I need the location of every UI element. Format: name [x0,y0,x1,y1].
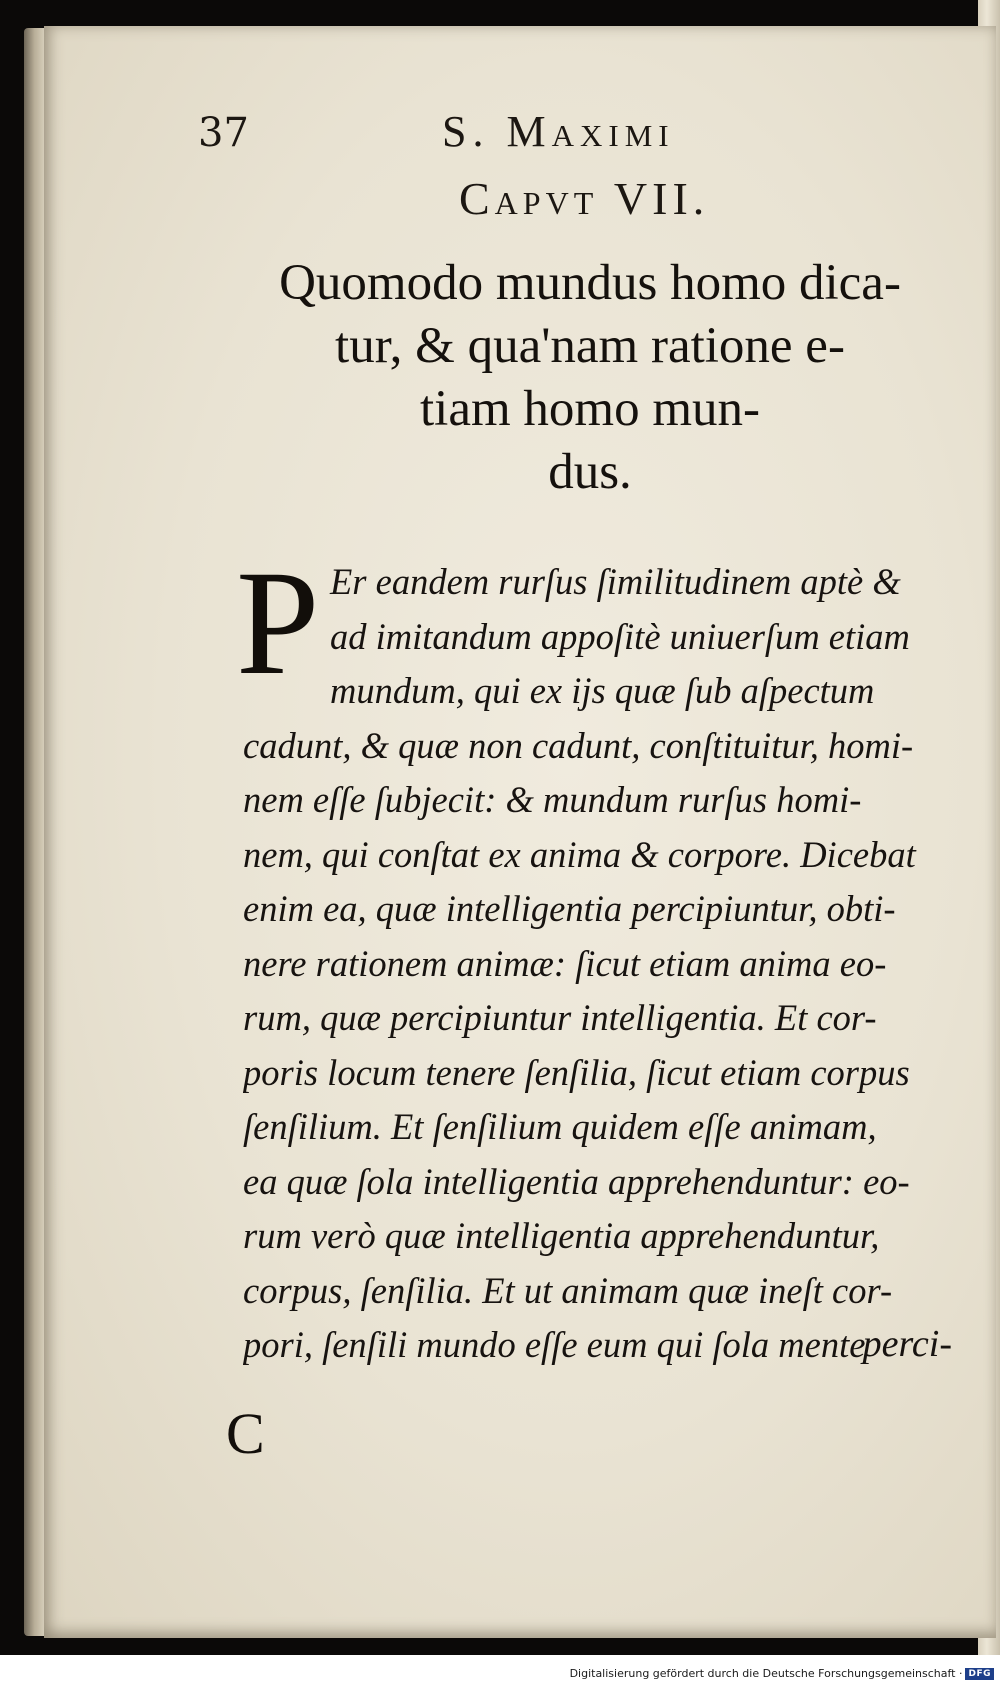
body-line: nere rationem animæ: ſicut etiam anima eo- [243,942,887,984]
chapter-title-line: Quomodo mundus homo dica- [279,255,901,311]
body-line: nem eſſe ſubjecit: & mundum rurſus homi- [243,779,862,820]
body-line: mundum, qui ex ijs quæ ſub aſpectum [330,670,875,711]
chapter-title-line: tiam homo mun- [420,381,760,437]
body-line: poris locum tenere ſenſilia, ſicut etiam corpus [243,1051,910,1093]
credit-text: Digitalisierung gefördert durch die Deutsche Forschungsgemeinschaft · [569,1667,963,1680]
body-line: ea quæ ſola intelligentia apprehenduntur: eo- [243,1160,910,1202]
chapter-title-line: tur, & qua'nam ratione e- [335,318,845,374]
catchword: perci- [862,1323,952,1365]
body-line: nem, qui conſtat ex anima & corpore. Dicebat [243,833,916,875]
chapter-title [225,252,955,504]
body-line: pori, ſenſili mundo eſſe eum qui ſola mente [243,1324,866,1365]
body-line: cadunt, & quæ non cadunt, conſtituitur, homi- [243,724,914,766]
running-head: S. Maximi [442,107,675,156]
dfg-logo: DFG [965,1668,994,1680]
signature-mark: C [226,1401,265,1466]
body-line: Er eandem rurſus ſimilitudinem aptè & [330,561,901,602]
chapter-title-line: dus. [548,444,632,500]
body-text [243,555,963,1373]
body-line: ſenſilium. Et ſenſilium quidem eſſe animam, [243,1106,877,1147]
body-line: enim ea, quæ intelligentia percipiuntur, obti- [243,888,896,929]
page-number: 37 [198,110,249,156]
body-line: ad imitandum appoſitè uniuerſum etiam [330,615,910,657]
body-line: rum, quæ percipiuntur intelligentia. Et cor- [243,997,877,1038]
body-line: rum verò quæ intelligentia apprehenduntur, [243,1215,880,1256]
chapter-heading: Capvt VII. [459,173,710,224]
body-line: corpus, ſenſilia. Et ut animam quæ ineſt cor- [243,1269,893,1311]
drop-cap: P [236,540,320,706]
digitization-credit [570,1667,994,1680]
